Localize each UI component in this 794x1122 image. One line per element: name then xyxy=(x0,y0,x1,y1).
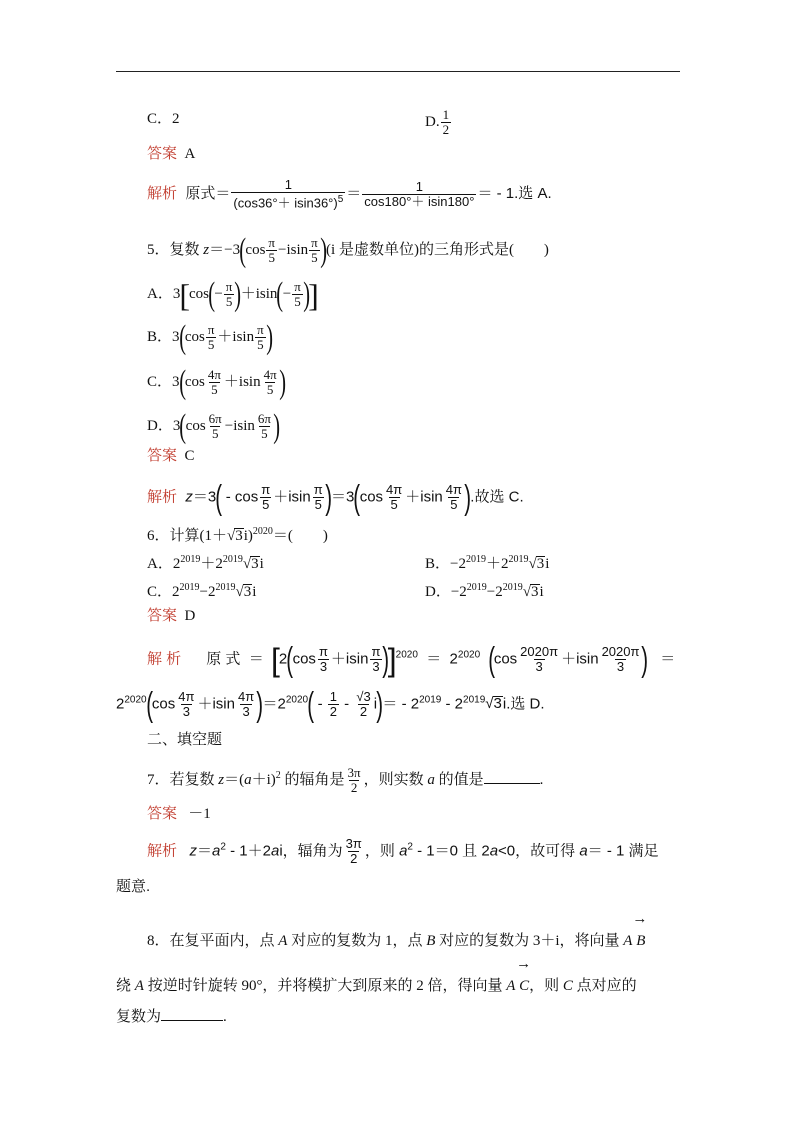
fraction: $\frac{1}{2}$ xyxy=(442,107,450,137)
q5-option-c: C．3(cos $\frac{4\pi}{5}$ ＋isin $\frac{4\pi}{5}$ ) xyxy=(147,363,286,401)
q5-stem: 5．复数 z＝−3(cos $\frac{\pi}{5}$ −isin $\frac{\pi}{5}$ )(i 是虚数单位)的三角形式是( ) xyxy=(147,231,549,269)
q4-answer: 答案 A xyxy=(147,145,196,162)
q6-answer: 答案 D xyxy=(147,607,196,624)
q5-answer: 答案 C xyxy=(147,447,195,464)
q4-option-c: C．2 xyxy=(147,111,180,127)
q6-option-c: C．$2^{2019}-2^{2019}√3i$ xyxy=(147,582,257,600)
q8-line3: 复数为 . xyxy=(116,1006,227,1026)
vector-ac: → A C xyxy=(506,977,529,995)
q6-option-d: D．$-2^{2019}-2^{2019}√3i$ xyxy=(425,582,544,600)
section-title: 二、填空题 xyxy=(147,732,223,748)
q5-analysis: 解析 z＝3( - cos $\frac{\pi}{5}$ ＋isin $\frac{\pi}{5}$ )＝3(cos $\frac{4\pi}{5}$ ＋isin $\frac{4\pi}{5}$ ).故选 C. xyxy=(147,478,524,517)
q6-option-a: A．$2^{2019}+2^{2019}√3i$ xyxy=(147,554,264,572)
q6-analysis-line1: 解 析 原 式 ＝ [2(cos $\frac{\pi}{3}$ ＋isin $\frac{\pi}{3}$ )]$^{2020} = 2^{2020}$ (cos $\frac{2020\pi}{3}$ ＋isin $\frac{2020\pi}{3}$ ) ＝ xyxy=(147,640,676,679)
q5-option-b: B．3(cos $\frac{\pi}{5}$ ＋isin $\frac{\pi}{5}$ ) xyxy=(147,318,273,356)
answer-blank xyxy=(484,769,540,784)
answer-blank xyxy=(161,1006,223,1021)
q4-analysis: 解析 原式＝ $\frac{1}{(\cos 36^\circ+ isin36^\circ)^5}$ ＝ $\frac{1}{\cos 180^\circ+ isin180^\circ}$ ＝ - 1.选 A. xyxy=(147,177,552,211)
q7-stem: 7．若复数 $z=(a+i)^2$ 的辐角是 $\frac{3\pi}{2}$ ，则实数 a 的值是 . xyxy=(147,765,544,795)
header-rule xyxy=(116,71,680,72)
q5-option-a: A．3[cos(− $\frac{\pi}{5}$ )＋isin(− $\frac{\pi}{5}$ )] xyxy=(147,275,319,313)
q5-option-d: D．3(cos $\frac{6\pi}{5}$ −isin $\frac{6\pi}{5}$ ) xyxy=(147,407,281,445)
q6-analysis-line2: $2^{2020}(\cos$ $\frac{4\pi}{3}$ ＋isin $\frac{4\pi}{3}$ )$=2^{2020}$( - $\frac{1}{2}$ - $\frac{√3}{2}$ $i)= - 2^{2019} - 2^{2019}√3i$.选 D. xyxy=(116,685,545,724)
q7-analysis: 解析 $z=a^2 - 1+2ai$，辐角为 $\frac{3\pi}{2}$ ，则 $a^2 - 1=0$ 且 2a<0，故可得 a＝ - 1 满足 xyxy=(147,836,659,866)
q8-line2: 绕 A 按逆时针旋转 90°，并将模扩大到原来的 2 倍，得向量 → A C，则 C 点对应的 xyxy=(116,977,637,995)
q7-analysis-cont: 题意. xyxy=(116,878,151,895)
q4-option-d: D. $\frac{1}{2}$ xyxy=(425,107,450,137)
q6-option-b: B．$-2^{2019}+2^{2019}√3i$ xyxy=(425,554,550,572)
q8-line1: 8．在复平面内，点 A 对应的复数为 1，点 B 对应的复数为 3＋i，将向量 → A B xyxy=(147,932,645,950)
q6-stem: 6．计算$(1+√3i)^{2020}=$( ) xyxy=(147,526,328,544)
q7-answer: 答案 －1 xyxy=(147,805,211,822)
vector-ab: → A B xyxy=(623,932,645,950)
